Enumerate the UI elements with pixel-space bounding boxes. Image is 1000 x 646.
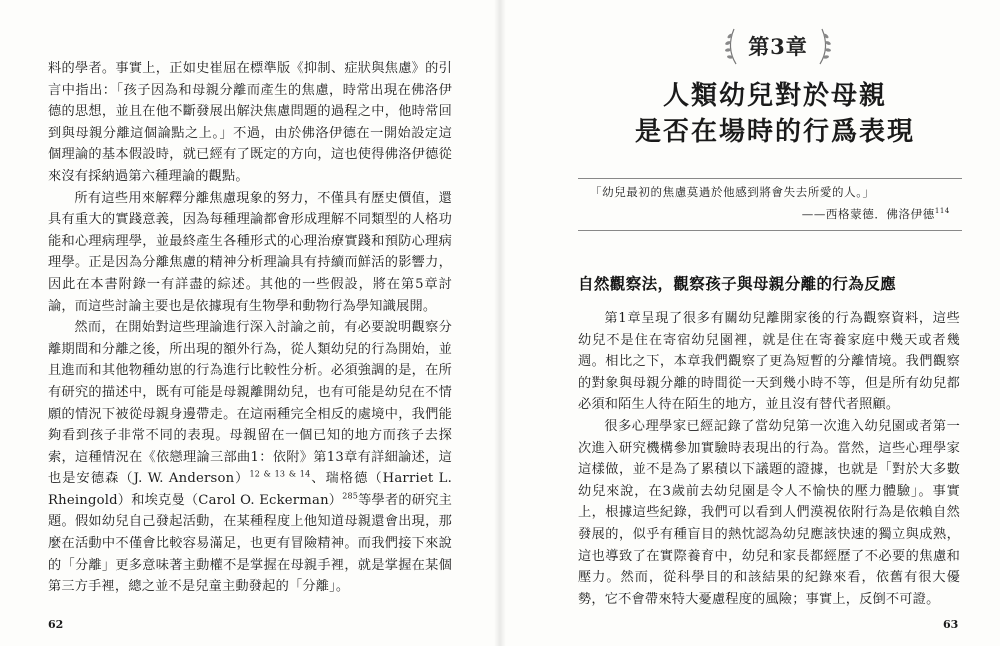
page-number-left: 62 [48, 618, 64, 631]
paragraph-text: 然而，在開始對這些理論進行深入討論之前，有必要說明觀察分離期間和分離之後，所出現的額外行為，從人類幼兒的行為開始，並且進而和其他物種幼崽的行為進行比較性分析。必須強調的是，在所有研究的描述中，既有可能是母親離開幼兒，也有可能是幼兒在不情願的情況下被從母親身邊帶走。在這兩種完全相反的處境中，我們能夠看到孩子非常不同的表現。母親留在一個已知的地方而孩子去探索，這種情況在《依戀理論三部曲1：依附》第13章有詳細論述，這也是安德森（J. W. Anderson） [48, 320, 452, 487]
citation-superscript: 114 [934, 207, 950, 216]
left-body-text [48, 58, 452, 598]
book-gutter [494, 0, 506, 646]
paragraph: 所有這些用來解釋分離焦慮現象的努力，不僅具有歷史價值，還具有重大的實踐意義，因為每種理論都會形成理解不同類型的人格功能和心理病理學，並最終產生各種形式的心理治療實踐和預防心理病理學。正是因為分離焦慮的精神分析理論具有持續而鮮活的影響力，因此在本書附錄一有詳盡的綜述。其他的一些假設，將在第5章討論，而這些討論主要也是依據現有生物學和動物行為學知識展開。 [48, 190, 452, 314]
epigraph-quote: 「幼兒最初的焦慮莫過於他感到將會失去所愛的人。」 [590, 185, 875, 199]
citation-superscript: 12 & 13 & 14 [249, 469, 311, 479]
epigraph-attribution [802, 206, 950, 222]
chapter-number: 第3章 [748, 34, 808, 59]
paragraph: 第1章呈現了很多有關幼兒離開家後的行為觀察資料，這些幼兒不是住在寄宿幼兒園裡，就是住在寄養家庭中幾天或者幾週。相比之下，本章我們觀察了更為短暫的分離情境。我們觀察的對象與母親分離的時間從一天到幾小時不等，但是所有幼兒都必須和陌生人待在陌生的地方，並且沒有替代者照顧。 [578, 311, 960, 413]
chapter-title-line: 人類幼兒對於母親 [662, 81, 887, 111]
right-body-text [578, 308, 960, 610]
chapter-title [590, 78, 960, 150]
paragraph-text: 等學者的研究主題。假如幼兒自己發起活動，在某種程度上他知道母親還會出現，那麼在活動中不僅會比較容易滿足，也更有冒險精神。而我們接下來說的「分離」更多意味著主動權不是掌握在母親手裡，就是掌握在某個第三方手裡，總之並不是兒童主動發起的「分離」。 [48, 492, 453, 595]
epigraph-top-rule [578, 178, 962, 179]
paragraph: 很多心理學家已經記錄了當幼兒第一次進入幼兒園或者第一次進入研究機構參加實驗時表現出的行為。當然，這些心理學家這樣做，並不是為了累積以下議題的證據，也就是「對於大多數幼兒來說，在3歲前去幼兒園是令人不愉快的壓力體驗」。事實上，根據這些紀錄，我們可以看到人們漠視依附行為是依賴自然發展的，似乎有種盲目的熱忱認為幼兒應該快速的獨立與成熟，這也導致了在實際養育中，幼兒和家長都經歷了不必要的焦慮和壓力。然而，從科學目的和該結果的紀錄來看，依舊有很大優勢，它不會帶來特大憂慮程度的風險；事實上，反倒不可證。 [578, 418, 960, 607]
chapter-label [708, 24, 848, 68]
epigraph-author: ——西格蒙德．佛洛伊德 [801, 207, 935, 221]
laurel-right-icon [816, 26, 834, 66]
laurel-left-icon [722, 26, 740, 66]
paragraph [48, 317, 452, 598]
page-number-right: 63 [943, 618, 959, 631]
epigraph [578, 178, 962, 232]
paragraph-text: 、瑞格德（Harriet L. Rheingold）和埃克曼（Carol O. Eckerman） [48, 471, 452, 508]
paragraph: 料的學者。事實上，正如史崔屈在標準版《抑制、症狀與焦慮》的引言中指出：「孩子因為和母親分離而產生的焦慮，時常出現在佛洛伊德的思想，並且在他不斷發展出解決焦慮問題的過程之中，他時常回到與母親分離這個論點之上。」不過，由於佛洛伊德在一開始設定這個理論的基本假設時，就已經有了既定的方向，這也使得佛洛伊德從來沒有採納過第六種理論的觀點。 [48, 61, 452, 184]
citation-superscript: 285 [342, 491, 359, 501]
chapter-title-line: 是否在場時的行爲表現 [634, 117, 915, 147]
section-heading: 自然觀察法，觀察孩子與母親分離的行為反應 [578, 275, 897, 293]
epigraph-bottom-rule [578, 230, 962, 231]
